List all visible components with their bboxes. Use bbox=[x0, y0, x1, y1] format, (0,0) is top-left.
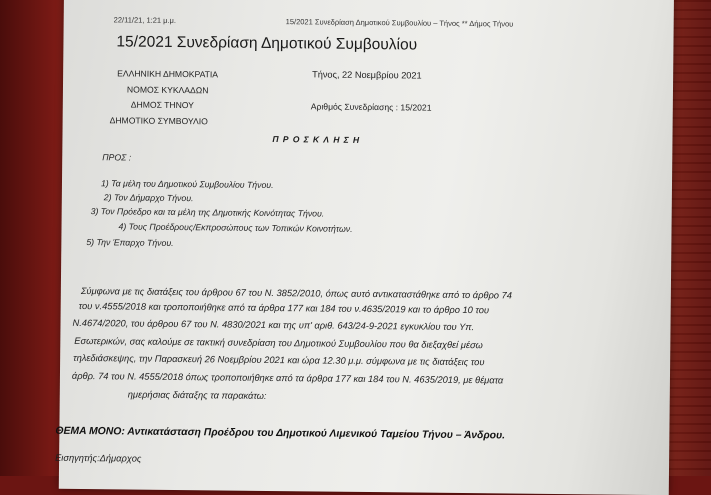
recipient-1: 1) Τα μέλη του Δημοτικού Συμβουλίου Τήνου. bbox=[100, 178, 274, 191]
page-title: 15/2021 Συνεδρίαση Δημοτικού Συμβουλίου bbox=[116, 33, 418, 54]
body-line-6: άρθρ. 74 του Ν. 4555/2018 όπως τροποποιήθηκε από τα άρθρα 177 και 184 του Ν. 4635/2019, με θέματα bbox=[71, 370, 504, 386]
body-line-5: τηλεδιάσκεψης, την Παρασκευή 26 Νοεμβρίου 2021 και ώρα 12.30 μ.μ. σύμφωνα με τις διατάξεις του bbox=[73, 352, 485, 368]
body-line-1: Σύμφωνα με τις διατάξεις του άρθρου 67 του Ν. 3852/2010, όπως αυτό αντικαταστάθηκε από το άρθρο 74 bbox=[80, 285, 512, 301]
authority-line-3: ΔΗΜΟΣ ΤΗΝΟΥ bbox=[130, 99, 194, 111]
recipient-4: 4) Τους Προέδρους/Εκπροσώπους των Τοπικών Κοινοτήτων. bbox=[118, 221, 353, 234]
document-page bbox=[55, 0, 674, 495]
place-date: Τήνος, 22 Νοεμβρίου 2021 bbox=[312, 69, 422, 81]
body-line-2: του ν.4555/2018 και τροποποιήθηκε από τα άρθρα 177 και 184 του ν.4635/2019 και το άρθρο 10 του bbox=[78, 300, 490, 316]
to-label: ΠΡΟΣ : bbox=[102, 152, 132, 163]
print-header-right: 15/2021 Συνεδρίαση Δημοτικού Συμβουλίου – Τήνος ** Δήμος Τήνου bbox=[285, 17, 514, 29]
authority-line-1: ΕΛΛΗΝΙΚΗ ΔΗΜΟΚΡΑΤΙΑ bbox=[117, 68, 219, 80]
recipient-2: 2) Τον Δήμαρχο Τήνου. bbox=[103, 192, 194, 204]
recipient-3: 3) Τον Πρόεδρο και τα μέλη της Δημοτικής Κοινότητας Τήνου. bbox=[90, 206, 325, 219]
subject-line: ΘΕΜΑ ΜΟΝΟ: Αντικατάσταση Προέδρου του Δημοτικού Λιμενικού Ταμείου Τήνου – Άνδρου. bbox=[55, 425, 506, 442]
body-line-3: Ν.4674/2020, του άρθρου 67 του Ν. 4830/2021 και της υπ' αριθ. 643/24-9-2021 εγκυκλίου του Υπ. bbox=[72, 317, 475, 333]
body-line-7: ημερήσιας διάταξης τα παρακάτω: bbox=[127, 389, 267, 401]
authority-line-2: ΝΟΜΟΣ ΚΥΚΛΑΔΩΝ bbox=[126, 84, 209, 96]
session-number: Αριθμός Συνεδρίασης : 15/2021 bbox=[310, 101, 432, 113]
document-heading: ΠΡΟΣΚΛΗΣΗ bbox=[272, 133, 364, 145]
print-header-left: 22/11/21, 1:21 μ.μ. bbox=[113, 15, 177, 25]
recipient-5: 5) Την Έπαρχο Τήνου. bbox=[86, 237, 174, 248]
rapporteur: Εισηγητής:Δήμαρχος bbox=[55, 452, 142, 464]
body-line-4: Εσωτερικών, σας καλούμε σε τακτική συνεδρίαση του Δημοτικού Συμβουλίου που θα διεξαχθεί μέσω bbox=[74, 335, 483, 351]
authority-line-4: ΔΗΜΟΤΙΚΟ ΣΥΜΒΟΥΛΙΟ bbox=[109, 115, 208, 127]
